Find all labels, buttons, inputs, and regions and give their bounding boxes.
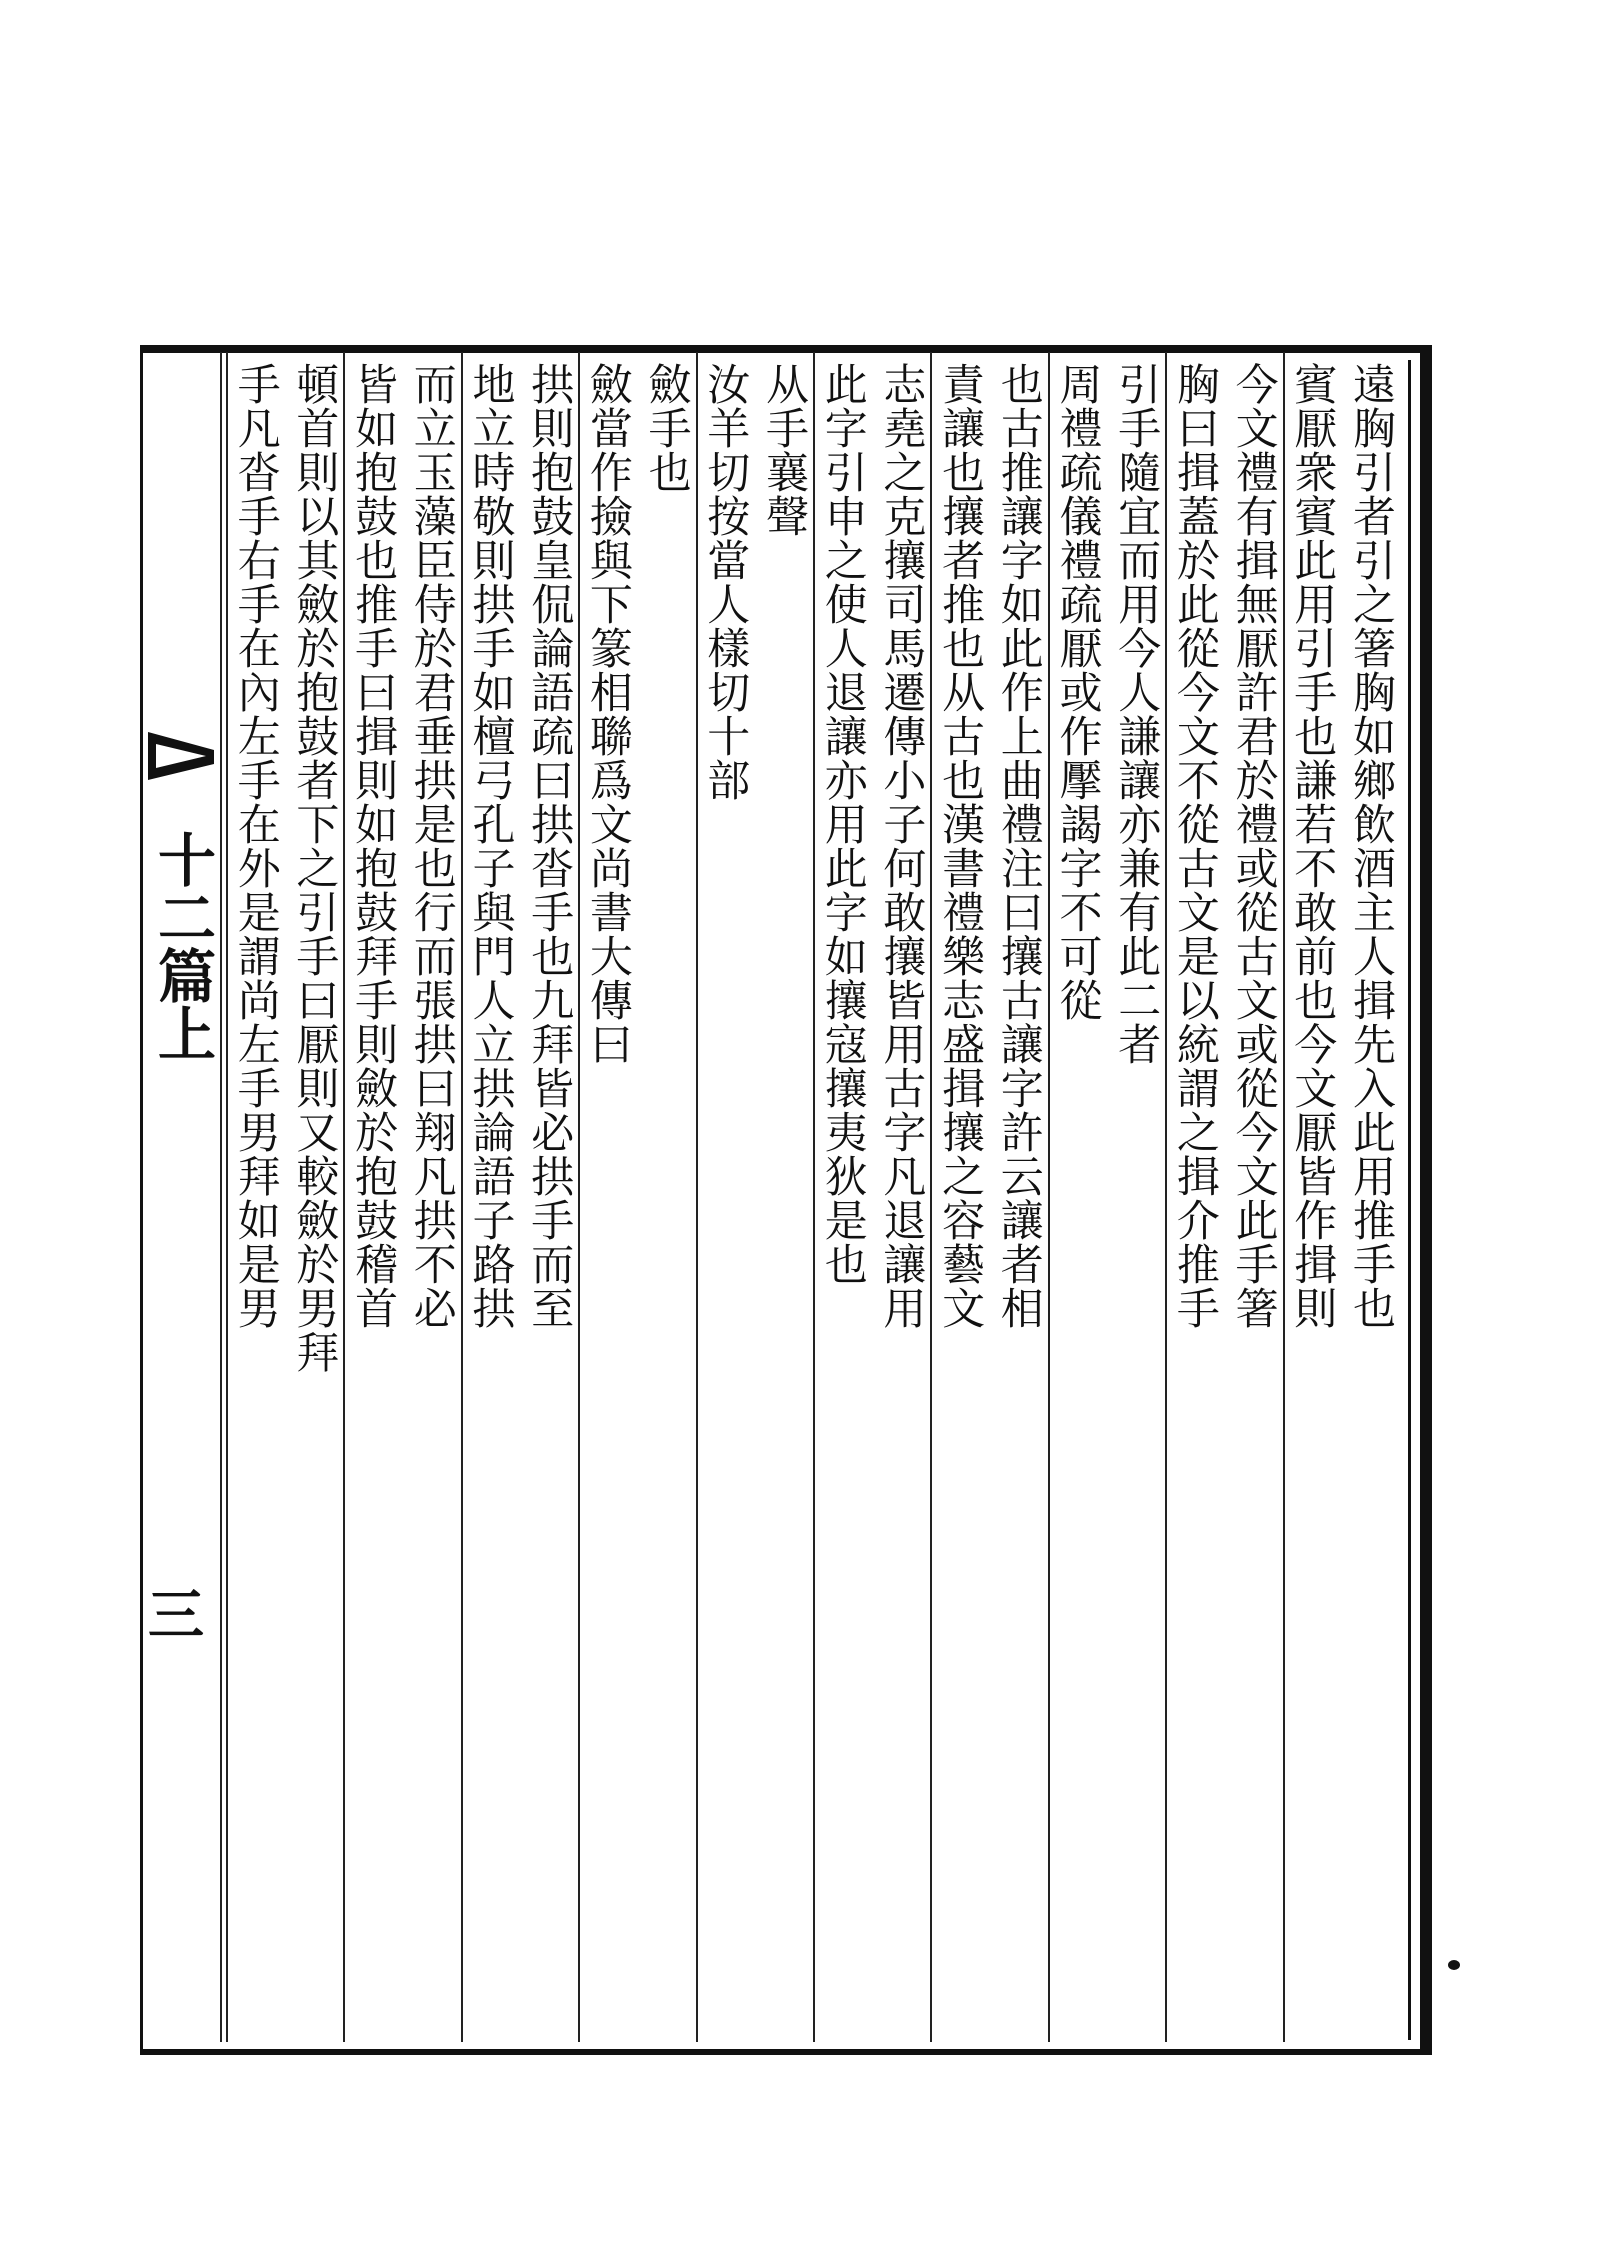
text-column: 志堯之克攘司馬遷傳小子何敢攘皆用古字凡退讓用 — [876, 362, 927, 1330]
chapter-label: 十二篇上 — [148, 830, 216, 1062]
text-column: 汝羊切按當人樣切十部 — [700, 362, 751, 802]
text-column: 从手襄聲 — [758, 362, 809, 538]
text-column: 皆如抱鼓也推手曰揖則如抱鼓拜手則斂於抱鼓稽首 — [348, 362, 399, 1330]
page-gutter — [140, 352, 222, 2042]
text-column: 責讓也攘者推也从古也漢書禮樂志盛揖攘之容藝文 — [935, 362, 986, 1330]
frame-inner-right-rule — [1408, 360, 1411, 2040]
text-column: 斂手也 — [641, 362, 692, 494]
text-column: 遠胸引者引之箸胸如鄉飲酒主人揖先入此用推手也 — [1345, 362, 1396, 1330]
text-column: 胸曰揖蓋於此從今文不從古文是以統謂之揖介推手 — [1169, 362, 1220, 1330]
text-column: 引手隨宜而用今人謙讓亦兼有此二者 — [1111, 362, 1162, 1066]
folio-number: 三 — [139, 1585, 205, 1641]
text-column: 而立玉藻臣侍於君垂拱是也行而張拱曰翔凡拱不必 — [406, 362, 457, 1330]
text-column: 也古推讓字如此作上曲禮注曰攘古讓字許云讓者相 — [993, 362, 1044, 1330]
text-column: 賓厭衆賓此用引手也謙若不敢前也今文厭皆作揖則 — [1287, 362, 1338, 1330]
ink-dot — [1448, 1960, 1460, 1970]
text-column: 拱則抱鼓皇侃論語疏曰拱沓手也九拜皆必拱手而至 — [524, 362, 575, 1330]
text-column: 頓首則以其斂於抱鼓者下之引手曰厭則又較斂於男拜 — [289, 362, 340, 1374]
text-column: 斂當作撿與下篆相聯爲文尚書大傳曰 — [582, 362, 633, 1066]
text-column: 地立時敬則拱手如檀弓孔子與門人立拱論語子路拱 — [465, 362, 516, 1330]
text-column: 手凡沓手右手在內左手在外是謂尚左手男拜如是男 — [230, 362, 281, 1330]
text-column: 周禮疏儀禮疏厭或作擪謁字不可從 — [1052, 362, 1103, 1022]
text-column: 此字引申之使人退讓亦用此字如攘寇攘夷狄是也 — [817, 362, 868, 1286]
text-column: 今文禮有揖無厭許君於禮或從古文或從今文此手箸 — [1228, 362, 1279, 1330]
fish-tail-icon — [146, 730, 216, 782]
